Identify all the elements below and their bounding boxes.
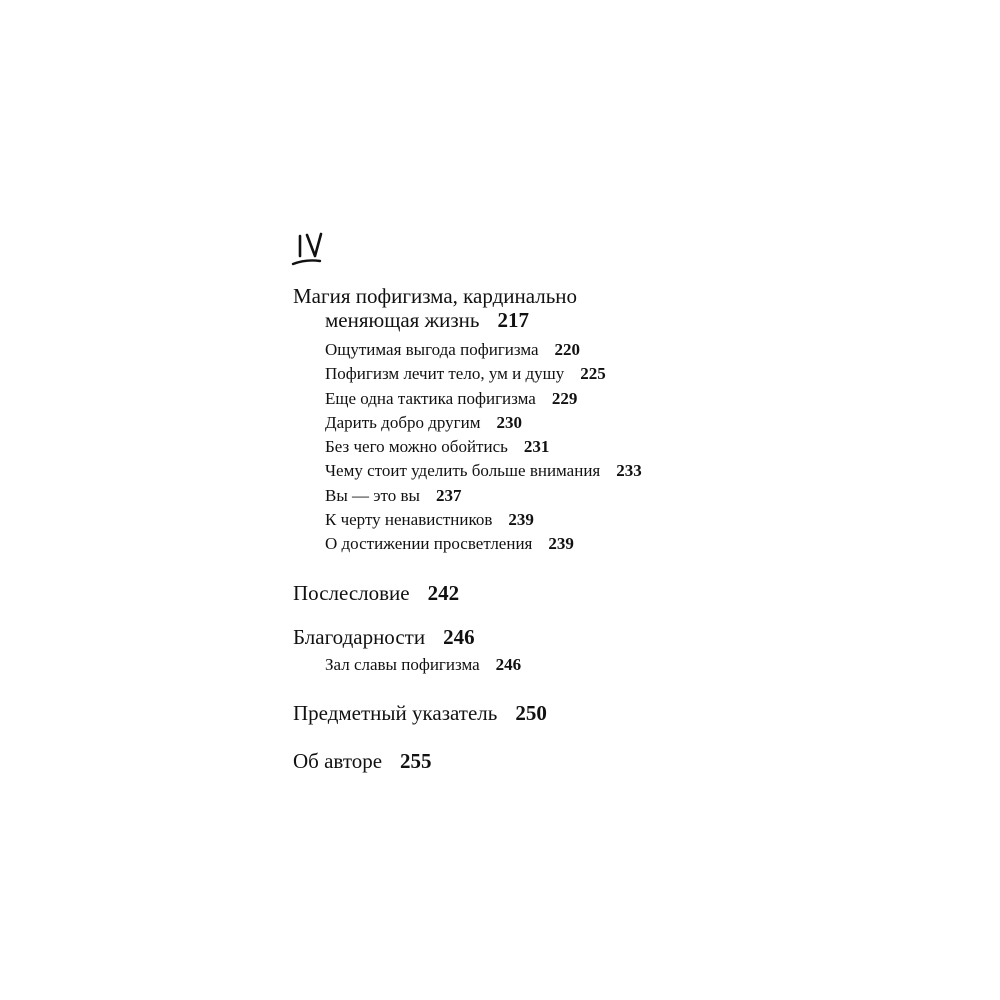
subentry-page: 233	[616, 461, 642, 481]
toc-subentry[interactable]	[325, 411, 853, 435]
subentry-page: 239	[548, 534, 574, 554]
index-page-number: 250	[515, 700, 547, 725]
subentry-label: О достижении просветления	[325, 534, 533, 554]
toc-subentry[interactable]	[325, 387, 853, 411]
subentry-page: 246	[495, 654, 522, 674]
subentry-label: Без чего можно обойтись	[325, 437, 508, 457]
toc-entry-about-author[interactable]	[293, 749, 853, 773]
subentry-label: Чему стоит уделить больше внимания	[325, 461, 601, 481]
chapter-title-line1: Магия пофигизма, кардинально	[293, 284, 578, 308]
subentry-page: 230	[496, 412, 522, 432]
part-number-iv-drawing	[290, 228, 350, 270]
subentry-label: Зал славы пофигизма	[325, 654, 480, 674]
toc-subentry[interactable]	[325, 459, 853, 483]
toc-subentry[interactable]	[325, 435, 853, 459]
about-author-label: Об авторе	[293, 748, 383, 773]
table-of-contents	[293, 284, 853, 773]
subentry-page: 225	[580, 364, 606, 384]
toc-subentry[interactable]	[325, 653, 853, 677]
toc-subentry[interactable]	[325, 362, 853, 386]
chapter-title-line2: меняющая жизнь	[325, 308, 480, 332]
toc-entry-chapter[interactable]	[293, 284, 853, 332]
subentry-label: Дарить добро другим	[325, 412, 481, 432]
acknowledgements-label: Благодарности	[293, 624, 426, 649]
subentry-label: Вы — это вы	[325, 485, 420, 505]
toc-entry-afterword[interactable]	[293, 581, 853, 605]
subentry-page: 239	[508, 510, 534, 530]
afterword-label: Послесловие	[293, 580, 410, 605]
chapter-page-number: 217	[497, 308, 529, 332]
subentry-page: 231	[523, 437, 550, 457]
toc-subentry[interactable]	[325, 338, 853, 362]
acknowledgements-subsections	[293, 653, 853, 677]
index-label: Предметный указатель	[293, 700, 498, 725]
subentry-label: Еще одна тактика пофигизма	[325, 388, 536, 408]
chapter-title-continuation	[293, 308, 853, 332]
afterword-page-number: 242	[427, 580, 460, 605]
part-number-handwritten	[290, 228, 350, 270]
toc-section-acknowledgements	[293, 625, 853, 677]
toc-entry-acknowledgements[interactable]	[293, 625, 853, 649]
about-author-page-number: 255	[400, 748, 432, 773]
subentry-label: Пофигизм лечит тело, ум и душу	[325, 364, 565, 384]
acknowledgements-page-number: 246	[443, 624, 475, 649]
subentry-label: Ощутимая выгода пофигизма	[325, 340, 539, 359]
toc-subentry[interactable]	[325, 508, 853, 532]
chapter-subsections	[293, 338, 853, 557]
toc-subentry[interactable]	[325, 484, 853, 508]
toc-section-index	[293, 701, 853, 725]
subentry-label: К черту ненавистников	[325, 510, 493, 530]
subentry-page: 229	[551, 388, 578, 408]
toc-section-afterword	[293, 581, 853, 605]
toc-entry-index[interactable]	[293, 701, 853, 725]
subentry-page: 237	[435, 485, 462, 505]
toc-subentry[interactable]	[325, 532, 853, 556]
toc-section-about-author	[293, 749, 853, 773]
subentry-page: 220	[554, 340, 581, 359]
